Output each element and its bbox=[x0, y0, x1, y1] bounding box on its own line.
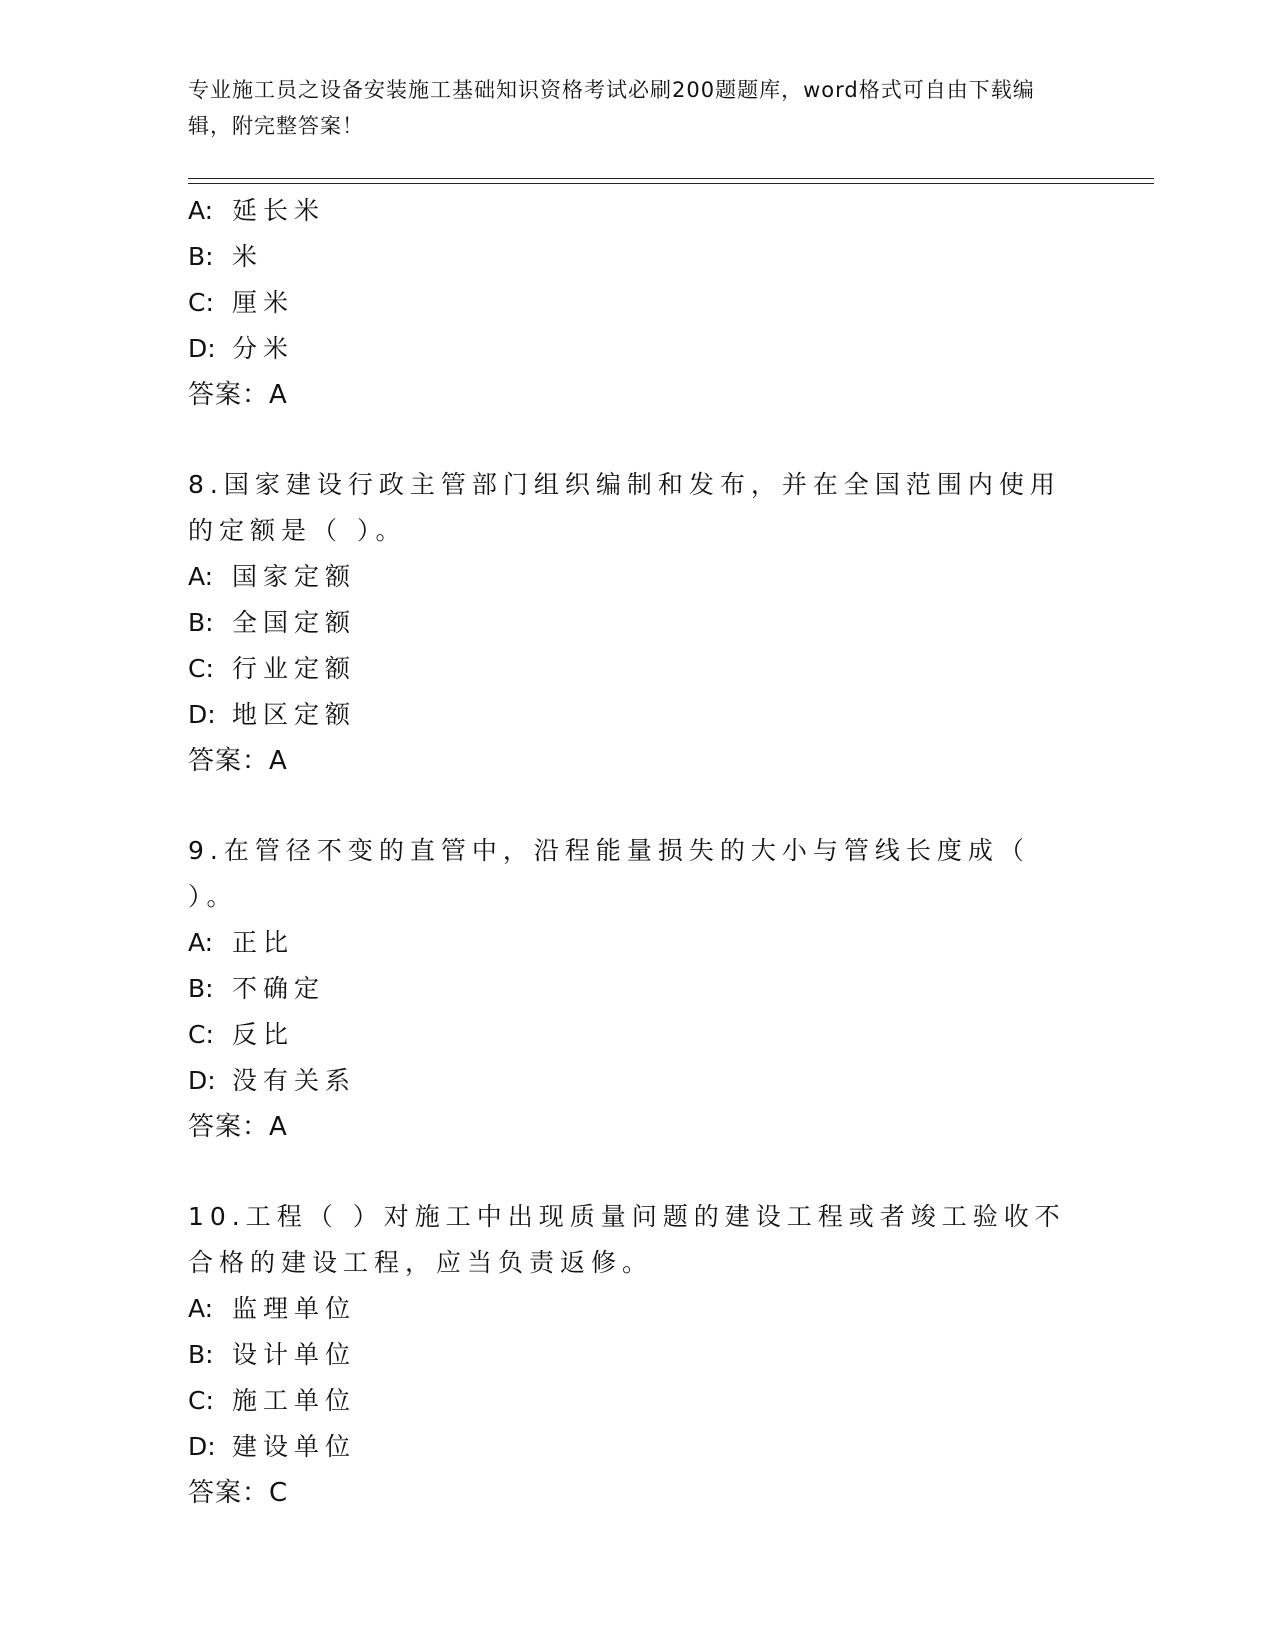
option-text: 不确定 bbox=[232, 974, 326, 1003]
question-stem: 8.国家建设行政主管部门组织编制和发布，并在全国范围内使用的定额是（ ）。 bbox=[188, 470, 1061, 545]
option-d bbox=[188, 1424, 1088, 1470]
option-letter: B: bbox=[188, 1340, 214, 1369]
question-list bbox=[188, 188, 1088, 1516]
option-text: 监理单位 bbox=[232, 1294, 357, 1323]
answer-line: 答案：A bbox=[188, 380, 288, 410]
spacer bbox=[188, 784, 1088, 828]
option-a bbox=[188, 920, 1088, 966]
option-text: 反比 bbox=[232, 1020, 295, 1049]
option-letter: A: bbox=[188, 196, 214, 225]
option-c bbox=[188, 280, 1088, 326]
option-letter: C: bbox=[188, 288, 214, 317]
spacer bbox=[188, 418, 1088, 462]
option-text: 全国定额 bbox=[232, 608, 357, 637]
option-text: 没有关系 bbox=[232, 1066, 357, 1095]
spacer bbox=[188, 1150, 1088, 1194]
option-c bbox=[188, 1378, 1088, 1424]
option-letter: B: bbox=[188, 242, 214, 271]
header-divider-top bbox=[188, 178, 1154, 179]
option-d bbox=[188, 692, 1088, 738]
option-letter: D: bbox=[188, 1066, 216, 1095]
option-letter: D: bbox=[188, 700, 216, 729]
document-header-title: 专业施工员之设备安装施工基础知识资格考试必刷200题题库，word格式可自由下载编辑，附完整答案！ bbox=[188, 78, 1035, 138]
answer-line: 答案：A bbox=[188, 746, 288, 776]
option-d bbox=[188, 1058, 1088, 1104]
question-block-partial bbox=[188, 188, 1088, 418]
option-text: 建设单位 bbox=[232, 1432, 357, 1461]
question-stem: 9.在管径不变的直管中，沿程能量损失的大小与管线长度成（ ）。 bbox=[188, 836, 1030, 911]
option-a bbox=[188, 1286, 1088, 1332]
option-letter: D: bbox=[188, 1432, 216, 1461]
option-text: 厘米 bbox=[232, 288, 295, 317]
option-letter: C: bbox=[188, 1020, 214, 1049]
option-d bbox=[188, 326, 1088, 372]
option-letter: A: bbox=[188, 1294, 214, 1323]
option-letter: B: bbox=[188, 608, 214, 637]
option-b bbox=[188, 600, 1088, 646]
option-text: 设计单位 bbox=[232, 1340, 357, 1369]
option-text: 米 bbox=[232, 242, 264, 271]
option-c bbox=[188, 646, 1088, 692]
option-b bbox=[188, 234, 1088, 280]
option-text: 正比 bbox=[232, 928, 295, 957]
option-letter: A: bbox=[188, 928, 214, 957]
answer-line: 答案：A bbox=[188, 1112, 288, 1142]
option-letter: B: bbox=[188, 974, 214, 1003]
option-letter: A: bbox=[188, 562, 214, 591]
option-text: 国家定额 bbox=[232, 562, 357, 591]
option-b bbox=[188, 966, 1088, 1012]
option-a bbox=[188, 188, 1088, 234]
option-text: 施工单位 bbox=[232, 1386, 357, 1415]
option-text: 分米 bbox=[232, 334, 295, 363]
question-block-10 bbox=[188, 1194, 1088, 1516]
option-text: 地区定额 bbox=[232, 700, 357, 729]
option-letter: C: bbox=[188, 1386, 214, 1415]
option-a bbox=[188, 554, 1088, 600]
option-b bbox=[188, 1332, 1088, 1378]
option-letter: C: bbox=[188, 654, 214, 683]
question-block-9 bbox=[188, 828, 1088, 1150]
question-block-8 bbox=[188, 462, 1088, 784]
question-stem: 10.工程（ ）对施工中出现质量问题的建设工程或者竣工验收不合格的建设工程，应当负责返修。 bbox=[188, 1202, 1066, 1277]
header-divider-bottom bbox=[188, 183, 1154, 184]
option-text: 行业定额 bbox=[232, 654, 357, 683]
answer-line: 答案：C bbox=[188, 1478, 289, 1508]
option-c bbox=[188, 1012, 1088, 1058]
option-letter: D: bbox=[188, 334, 216, 363]
option-text: 延长米 bbox=[232, 196, 326, 225]
